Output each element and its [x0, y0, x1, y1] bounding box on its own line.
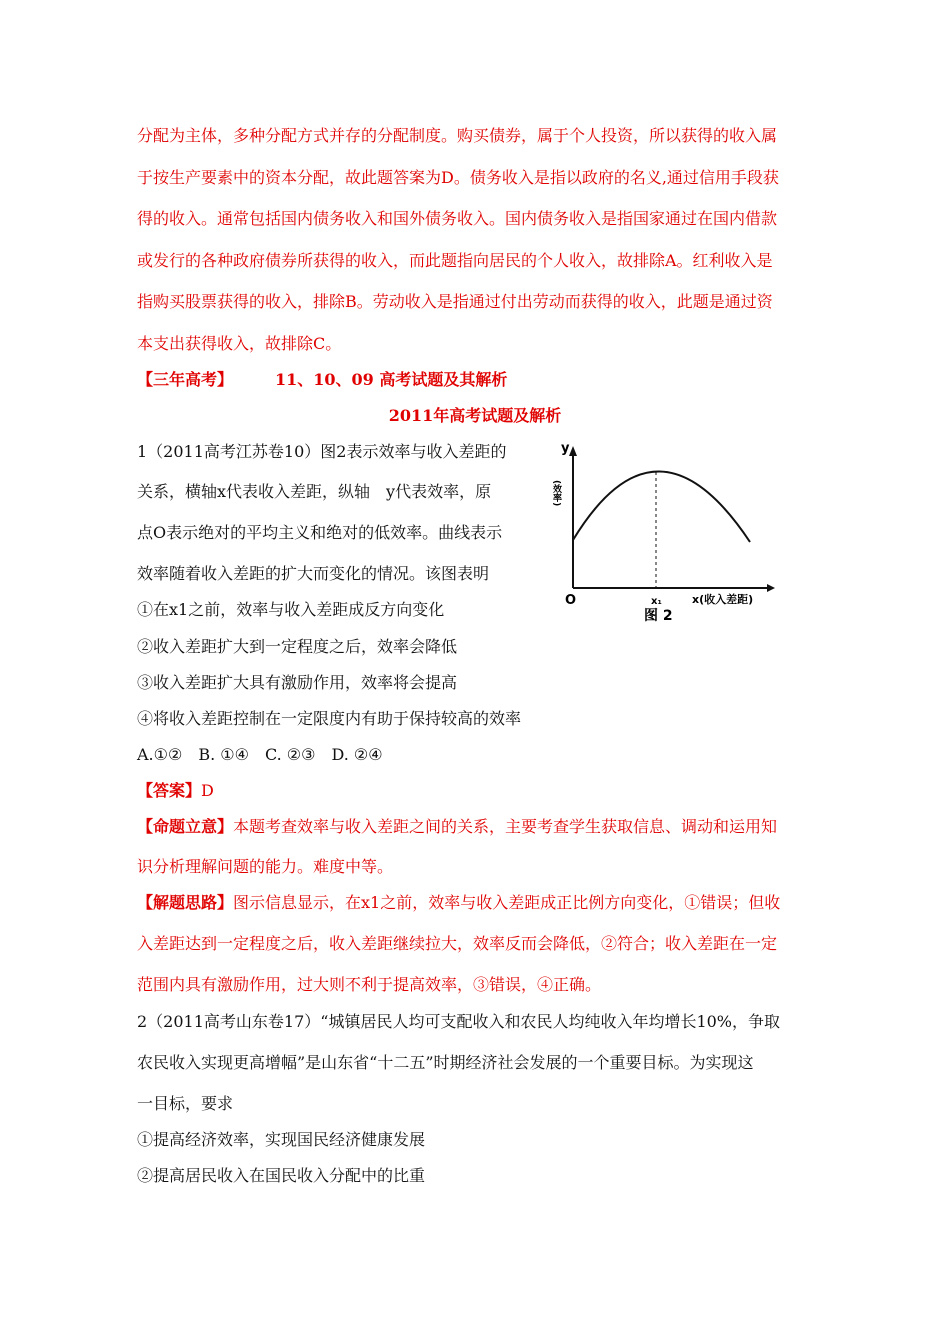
subsection-title: 2011年高考试题及解析	[388, 406, 562, 425]
q1-intent	[137, 817, 777, 837]
explanation-line: 指购买股票获得的收入，排除B。劳动收入是指通过付出劳动而获得的收入，此题是通过资	[137, 292, 773, 311]
figure-caption: 图 2	[644, 608, 673, 624]
intent-text: 本题考查效率与收入差距之间的关系，主要考查学生获取信息、调动和运用知	[233, 817, 778, 836]
y-label: y	[561, 441, 570, 456]
section-title: 11、10、09 高考试题及其解析	[275, 370, 508, 389]
explanation-line: 本支出获得收入，故排除C。	[137, 334, 342, 353]
q1-option: ②收入差距扩大到一定程度之后，效率会降低	[137, 637, 458, 656]
q1-choices: A.①② B. ①④ C. ②③ D. ②④	[137, 745, 383, 764]
section-heading	[137, 370, 507, 390]
answer-tag: 【答案】	[137, 781, 202, 800]
origin-label: O	[565, 593, 577, 608]
y-axis-arrow	[569, 446, 577, 456]
efficiency-income-gap-figure	[545, 440, 775, 640]
q2-stem-line: 2（2011高考山东卷17）“城镇居民人均可支配收入和农民人均纯收入年均增长10%，争取	[137, 1012, 781, 1031]
x1-label: x₁	[651, 596, 662, 607]
y-sub-label: (效率)	[551, 480, 561, 507]
x-axis-arrow	[767, 584, 775, 592]
section-tag: 【三年高考】	[137, 370, 234, 389]
efficiency-curve	[573, 471, 750, 542]
q2-option: ②提高居民收入在国民收入分配中的比重	[137, 1166, 426, 1185]
q1-intent-line: 识分析理解问题的能力。难度中等。	[137, 857, 394, 876]
x-label: x(收入差距)	[692, 593, 754, 606]
q1-answer	[137, 781, 214, 801]
q1-analysis	[137, 893, 780, 913]
q1-stem-line: 关系，横轴x代表收入差距，纵轴 y代表效率，原	[137, 482, 492, 501]
q1-option: ④将收入差距控制在一定限度内有助于保持较高的效率	[137, 709, 522, 728]
q1-option: ③收入差距扩大具有激励作用，效率将会提高	[137, 673, 458, 692]
explanation-line: 于按生产要素中的资本分配，故此题答案为D。债务收入是指以政府的名义,通过信用手段获	[137, 168, 779, 187]
explanation-line: 得的收入。通常包括国内债务收入和国外债务收入。国内债务收入是指国家通过在国内借款	[137, 209, 778, 228]
q1-analysis-line: 入差距达到一定程度之后，收入差距继续拉大，效率反而会降低，②符合；收入差距在一定	[137, 934, 778, 953]
explanation-line: 或发行的各种政府债券所获得的收入，而此题指向居民的个人收入，故排除A。红利收入是	[137, 251, 773, 270]
q2-stem-line: 一目标，要求	[137, 1094, 234, 1113]
q1-option: ①在x1之前，效率与收入差距成反方向变化	[137, 600, 445, 619]
q1-stem-line: 1（2011高考江苏卷10）图2表示效率与收入差距的	[137, 442, 507, 461]
explanation-line: 分配为主体，多种分配方式并存的分配制度。购买债券，属于个人投资，所以获得的收入属	[137, 126, 778, 145]
q1-analysis-line: 范围内具有激励作用，过大则不利于提高效率，③错误，④正确。	[137, 975, 602, 994]
q1-stem-line: 效率随着收入差距的扩大而变化的情况。该图表明	[137, 564, 490, 583]
q2-option: ①提高经济效率，实现国民经济健康发展	[137, 1130, 426, 1149]
analysis-text: 图示信息显示，在x1之前，效率与收入差距成正比例方向变化，①错误；但收	[233, 893, 781, 912]
analysis-tag: 【解题思路】	[137, 893, 234, 912]
q2-stem-line: 农民收入实现更高增幅”是山东省“十二五”时期经济社会发展的一个重要目标。为实现这	[137, 1053, 754, 1072]
q1-stem-line: 点O表示绝对的平均主义和绝对的低效率。曲线表示	[137, 523, 503, 542]
intent-tag: 【命题立意】	[137, 817, 234, 836]
answer-value: D	[201, 781, 214, 800]
